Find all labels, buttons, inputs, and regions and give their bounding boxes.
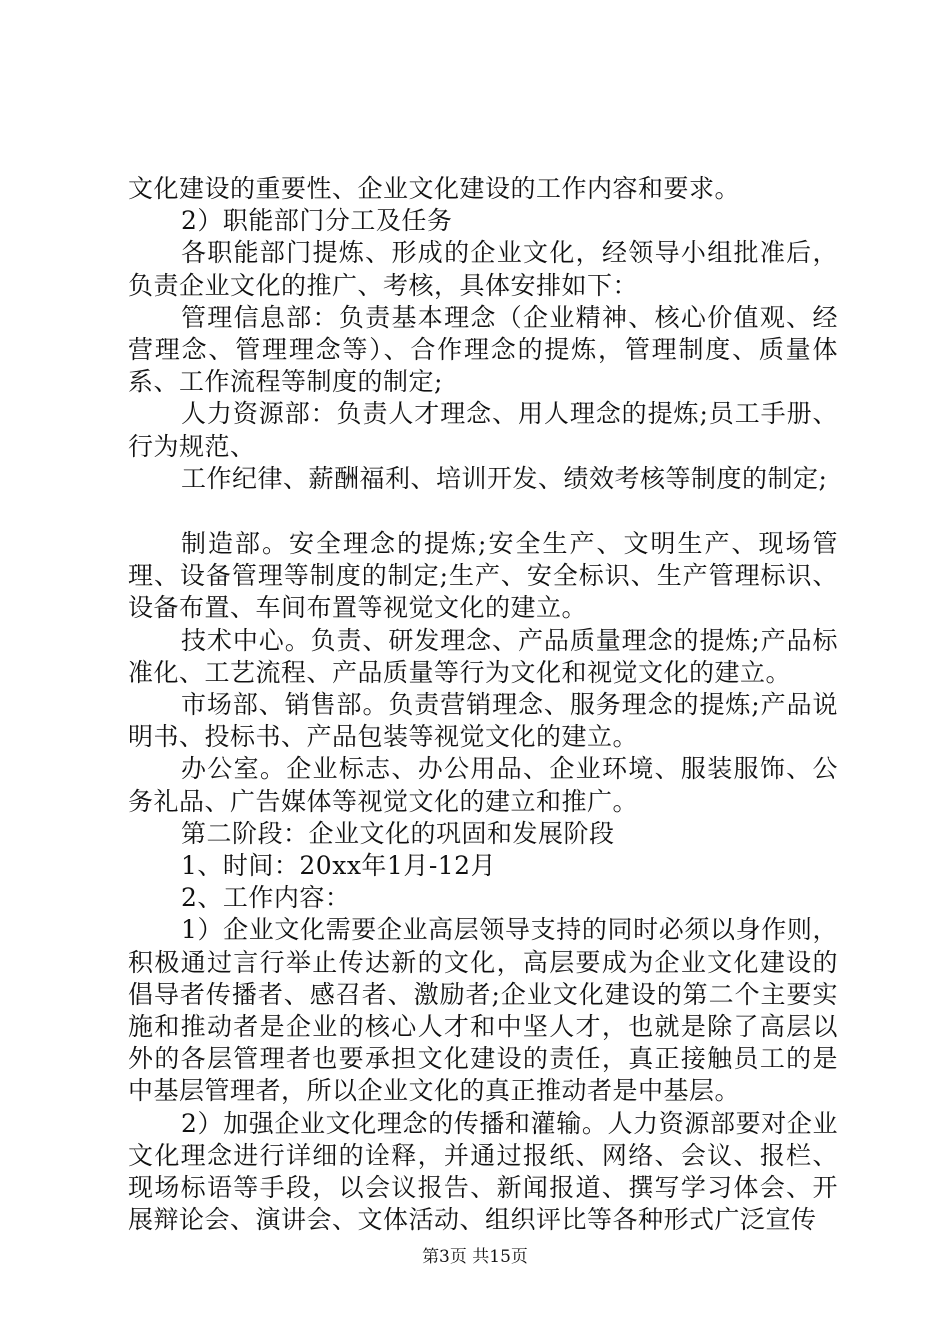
paragraph-15: 2）加强企业文化理念的传播和灌输。人力资源部要对企业文化理念进行详细的诠释，并通过报纸、网络、会议、报栏、现场标语等手段，以会议报告、新闻报道、撰写学习体会、开展辩论会、演讲会、文体活动、组织评比等各种形式广泛宣传 (128, 1108, 838, 1235)
paragraph-work-content: 2、工作内容： (181, 883, 351, 913)
section-heading: 第二阶段：企业文化的巩固和发展阶段 (181, 818, 615, 848)
paragraph-3: 各职能部门提炼、形成的企业文化，经领导小组批准后，负责企业文化的推广、考核，具体安排如下： (128, 238, 838, 300)
paragraph-7: 制造部。安全理念的提炼;安全生产、文明生产、现场管理、设备管理等制度的制定;生产、安全标识、生产管理标识、设备布置、车间布置等视觉文化的建立。 (128, 529, 838, 623)
paragraph-9: 市场部、销售部。负责营销理念、服务理念的提炼;产品说明书、投标书、产品包装等视觉文化的建立。 (128, 690, 838, 752)
paragraph-4: 管理信息部：负责基本理念（企业精神、核心价值观、经营理念、管理理念等）、合作理念的提炼，管理制度、质量体系、工作流程等制度的制定; (128, 302, 838, 397)
paragraph-1: 文化建设的重要性、企业文化建设的工作内容和要求。 (128, 174, 741, 203)
paragraph-10: 办公室。企业标志、办公用品、企业环境、服装服饰、公务礼品、广告媒体等视觉文化的建立和推广。 (128, 754, 838, 816)
document-body (128, 173, 838, 1237)
paragraph-time: 1、时间：20xx年1月-12月 (181, 851, 497, 881)
paragraph-8: 技术中心。负责、研发理念、产品质量理念的提炼;产品标准化、工艺流程、产品质量等行为文化和视觉文化的建立。 (128, 625, 838, 687)
paragraph-5: 人力资源部：负责人才理念、用人理念的提炼;员工手册、行为规范、 (128, 399, 838, 461)
paragraph-2: 2）职能部门分工及任务 (181, 206, 453, 236)
page-footer (0, 1246, 950, 1268)
paragraph-6: 工作纪律、薪酬福利、培训开发、绩效考核等制度的制定; (181, 463, 828, 493)
paragraph-14: 1）企业文化需要企业高层领导支持的同时必须以身作则，积极通过言行举止传达新的文化，高层要成为企业文化建设的倡导者传播者、感召者、激励者;企业文化建设的第二个主要实施和推动者是企业的核心人才和中坚人才，也就是除了高层以外的各层管理者也要承担文化建设的责任，真正接触员工的是中基层管理者，所以企业文化的真正推动者是中基层。 (128, 915, 838, 1106)
page-number-label: 第3页 共15页 (422, 1247, 528, 1267)
